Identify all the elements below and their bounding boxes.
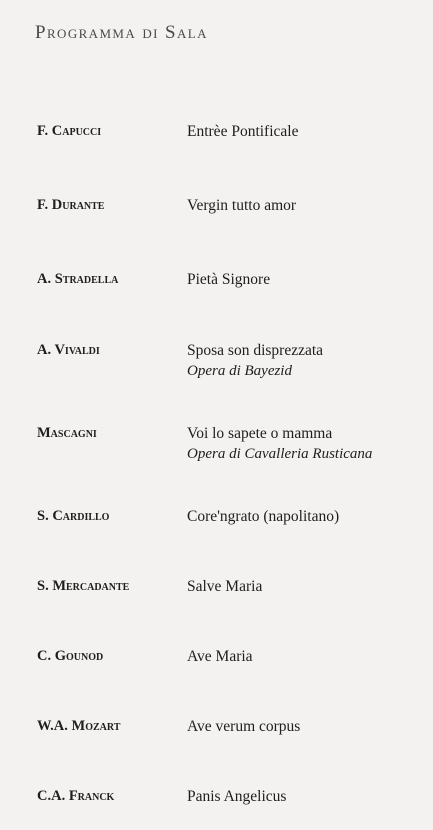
work-title: Core'ngrato (napolitano) [187, 508, 340, 525]
work-title: Sposa son disprezzata Opera di Bayezid [187, 342, 324, 379]
work-title: Voi lo sapete o mamma Opera di Cavalleria Rusticana [187, 425, 373, 462]
work-title: Pietà Signore [187, 271, 271, 288]
composer-name: S. Cardillo [37, 508, 110, 524]
work-title: Ave Maria [187, 648, 253, 665]
composer-name: C. Gounod [37, 648, 104, 664]
work-title: Entrèe Pontificale [187, 123, 299, 140]
composer-name: W.A. Mozart [37, 718, 121, 734]
work-title: Ave verum corpus [187, 718, 301, 735]
page-title: Programma di Sala [35, 22, 208, 43]
composer-name: A. Vivaldi [37, 342, 100, 358]
composer-name: Mascagni [37, 425, 97, 441]
composer-name: C.A. Franck [37, 788, 115, 804]
opera-title: Opera di Cavalleria Rusticana [187, 446, 373, 462]
work-title: Panis Angelicus [187, 788, 287, 805]
composer-name: A. Stradella [37, 271, 119, 287]
work-title: Vergin tutto amor [187, 197, 297, 214]
work-title: Salve Maria [187, 578, 263, 595]
composer-name: F. Durante [37, 197, 105, 213]
composer-name: F. Capucci [37, 123, 102, 139]
composer-name: S. Mercadante [37, 578, 130, 594]
opera-title: Opera di Bayezid [187, 363, 292, 379]
